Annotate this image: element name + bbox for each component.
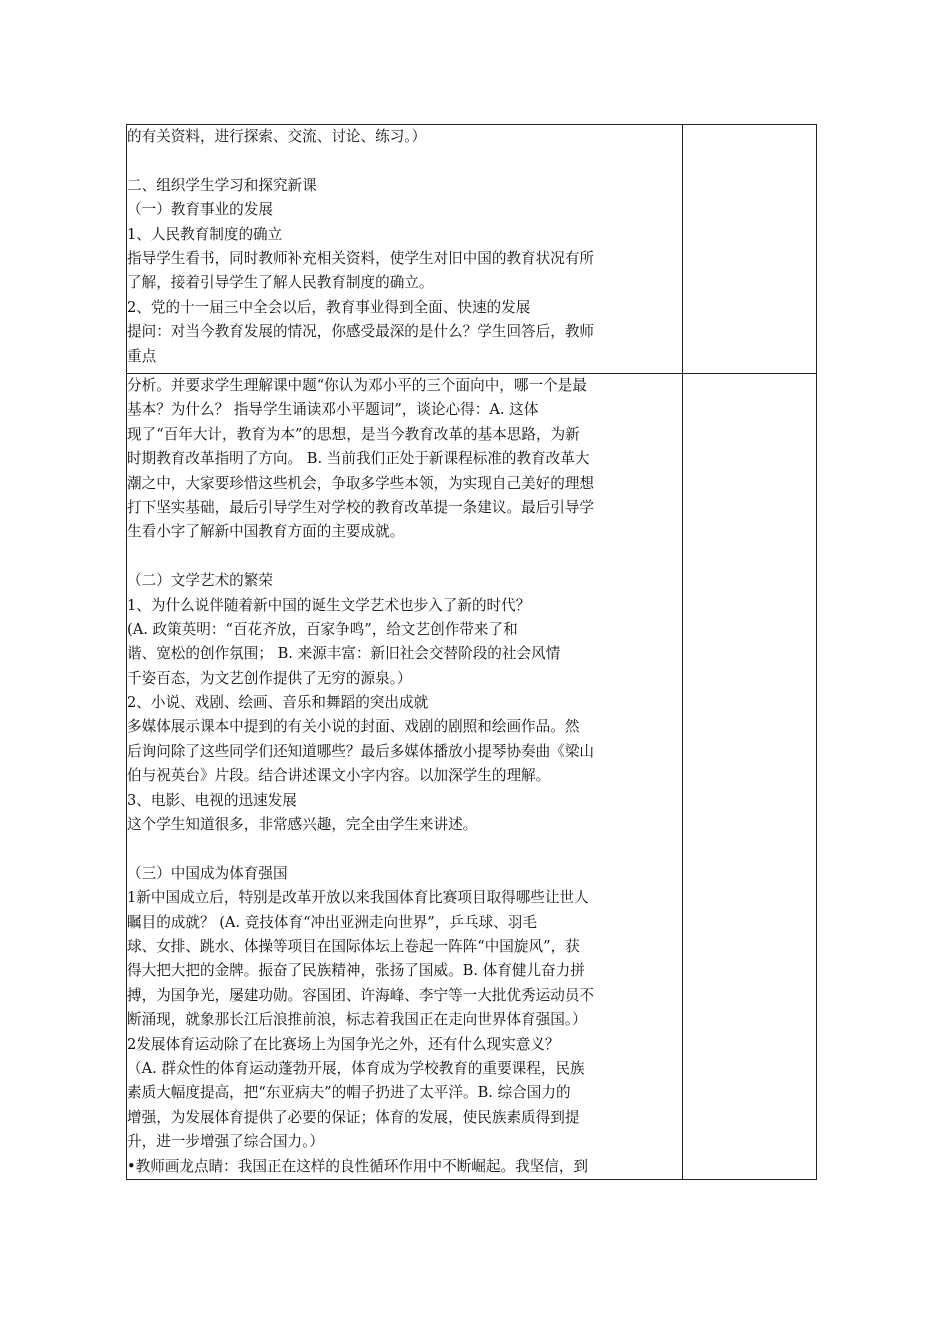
content-cell xyxy=(127,374,683,1180)
text-line: 指导学生看书，同时教师补充相关资料，使学生对旧中国的教育状况有所 xyxy=(127,249,595,267)
text-line: 素质大幅度提高，把“东亚病夫”的帽子扔进了太平洋。B. 综合国力的 xyxy=(127,1084,571,1102)
text-line: 后询问除了这些同学们还知道哪些？最后多媒体播放小提琴协奏曲《梁山 xyxy=(127,742,595,760)
text-line: （二）文学艺术的繁荣 xyxy=(127,572,273,590)
table-row xyxy=(127,125,817,374)
text-line: 1、人民教育制度的确立 xyxy=(127,225,283,243)
text-line: 3、电影、电视的迅速发展 xyxy=(127,791,297,809)
text-line: 升，进一步增强了综合国力。） xyxy=(127,1133,325,1151)
text-line: 1新中国成立后，特别是改革开放以来我国体育比赛项目取得哪些让世人 xyxy=(127,889,589,907)
blank-line xyxy=(127,149,682,173)
lesson-plan-table xyxy=(126,124,817,1180)
text-line: 断涌现，就象那长江后浪推前浪，标志着我国正在走向世界体育强国。） xyxy=(127,1011,587,1029)
text-line: 1、为什么说伴随着新中国的诞生文学艺术也步入了新的时代？ xyxy=(127,596,531,614)
text-line: 分析。并要求学生理解课中题“你认为邓小平的三个面向中，哪一个是最 xyxy=(127,377,587,394)
text-line: 千姿百态，为文艺创作提供了无穷的源泉。） xyxy=(127,669,412,687)
text-line: （A. 群众性的体育运动蓬勃开展，体育成为学校教育的重要课程，民族 xyxy=(127,1059,585,1077)
text-line: 球、女排、跳水、体操等项目在国际体坛上卷起一阵阵“中国旋风”，获 xyxy=(127,937,580,955)
lesson-plan-page xyxy=(126,124,816,1180)
text-line: 现了“百年大计，教育为本”的思想，是当今教育改革的基本思路，为新 xyxy=(127,425,580,443)
content-cell xyxy=(127,125,683,374)
text-line: 打下坚实基础，最后引导学生对学校的教育改革提一条建议。最后引导学 xyxy=(127,498,595,516)
text-line: 的有关资料，进行探索、交流、讨论、练习。） xyxy=(127,128,427,145)
text-line: •教师画龙点睛：我国正在这样的良性循环作用中不断崛起。我坚信，到 xyxy=(127,1157,589,1175)
text-line: (A. 政策英明：“百花齐放，百家争鸣”，给文艺创作带来了和 xyxy=(127,620,518,638)
text-line: （一）教育事业的发展 xyxy=(127,201,273,219)
text-line: 重点 xyxy=(127,347,157,365)
blank-line xyxy=(127,837,682,861)
text-line: 瞩目的成就？ (A. 竞技体育“冲出亚洲走向世界”，乒乓球、羽毛 xyxy=(127,913,537,931)
notes-cell xyxy=(683,125,817,374)
blank-line xyxy=(127,545,682,569)
text-line: 得大把大把的金牌。振奋了民族精神，张扬了国威。B. 体育健儿奋力拼 xyxy=(127,962,585,980)
table-row xyxy=(127,374,817,1180)
text-line: 伯与祝英台》片段。结合讲述课文小字内容。以加深学生的理解。 xyxy=(127,767,551,785)
text-line: 基本？为什么？ 指导学生诵读邓小平题词”，谈论心得：A. 这体 xyxy=(127,401,539,419)
notes-cell xyxy=(683,374,817,1180)
text-line: 时期教育改革指明了方向。 B. 当前我们正处于新课程标准的教育改革大 xyxy=(127,450,590,468)
text-line: 增强，为发展体育提供了必要的保证；体育的发展，使民族素质得到提 xyxy=(127,1108,580,1126)
text-line: 搏，为国争光，屡建功勋。容国团、许海峰、李宁等一大批优秀运动员不 xyxy=(127,986,595,1004)
text-line: 这个学生知道很多，非常感兴趣，完全由学生来讲述。 xyxy=(127,816,478,834)
text-line: （三）中国成为体育强国 xyxy=(127,864,288,882)
text-line: 潮之中，大家要珍惜这些机会，争取多学些本领，为实现自己美好的理想 xyxy=(127,474,595,492)
text-line: 谐、宽松的创作氛围； B. 来源丰富：新旧社会交替阶段的社会风情 xyxy=(127,645,561,663)
text-line: 二、组织学生学习和探究新课 xyxy=(127,176,317,194)
text-line: 2、小说、戏剧、绘画、音乐和舞蹈的突出成就 xyxy=(127,694,429,712)
text-line: 提问：对当今教育发展的情况，你感受最深的是什么？学生回答后，教师 xyxy=(127,323,595,341)
text-line: 了解，接着引导学生了解人民教育制度的确立。 xyxy=(127,274,434,292)
text-line: 多媒体展示课本中提到的有关小说的封面、戏剧的剧照和绘画作品。然 xyxy=(127,718,580,736)
text-line: 2发展体育运动除了在比赛场上为国争光之外，还有什么现实意义？ xyxy=(127,1035,560,1053)
text-line: 生看小字了解新中国教育方面的主要成就。 xyxy=(127,523,405,541)
text-line: 2、党的十一届三中全会以后，教育事业得到全面、快速的发展 xyxy=(127,298,531,316)
